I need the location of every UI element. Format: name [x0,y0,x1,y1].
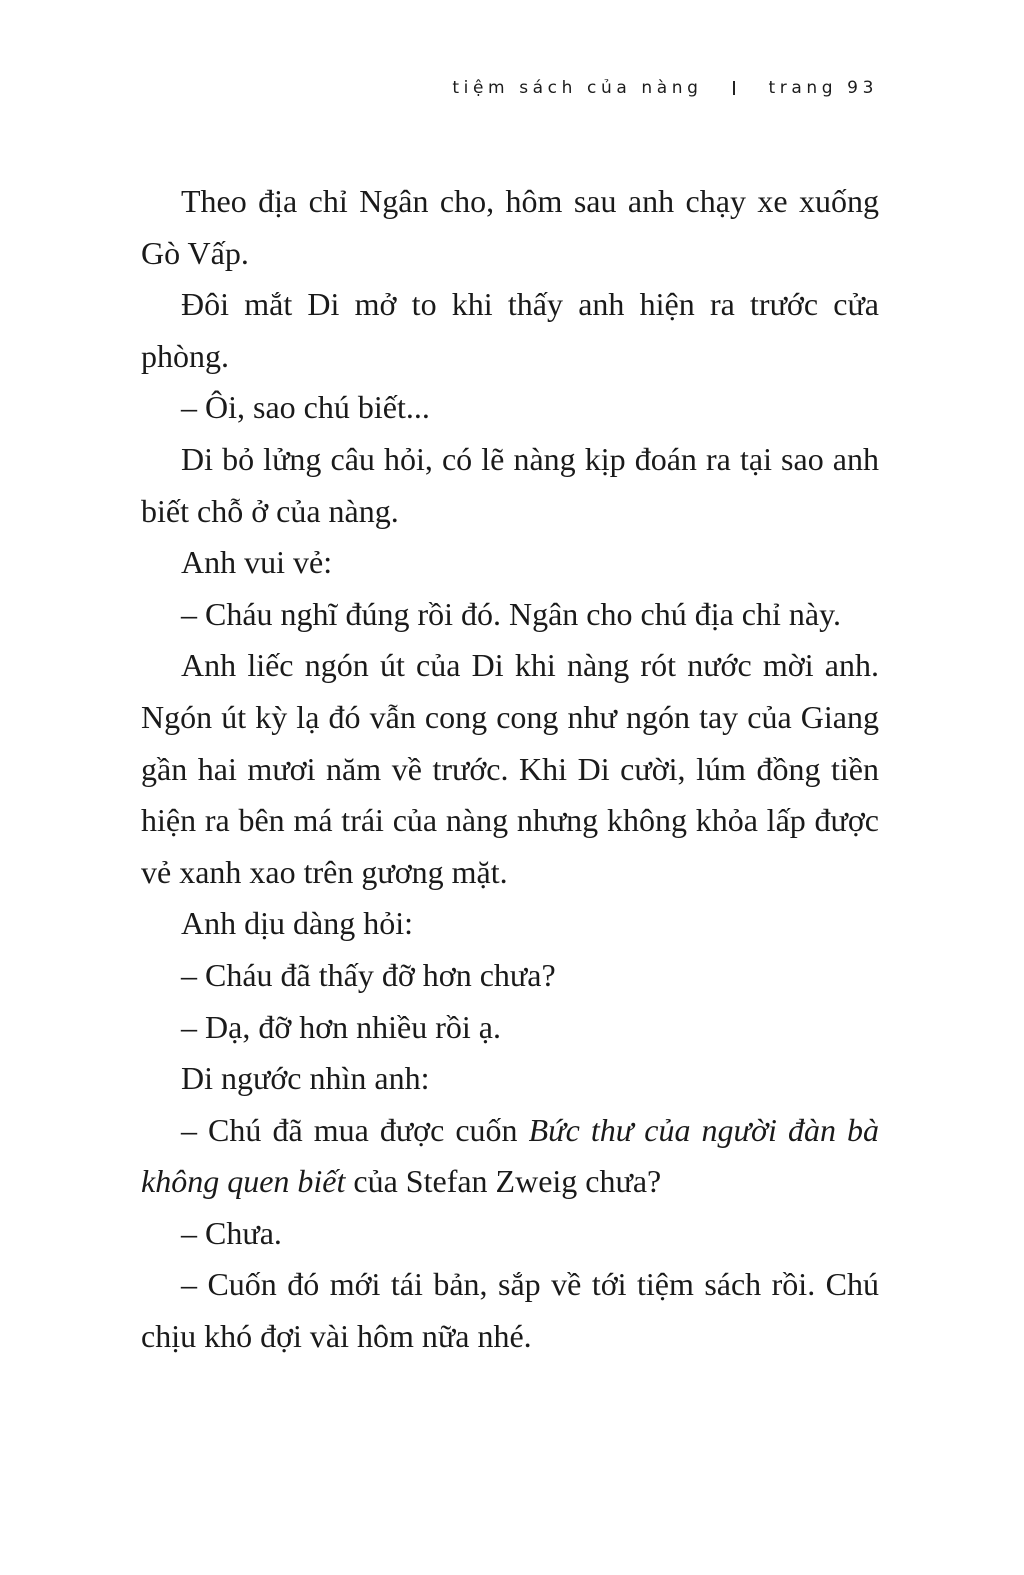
dialogue-line: – Ôi, sao chú biết... [181,389,430,426]
paragraph: Anh liếc ngón út của Di khi nàng rót nước mời anh. Ngón út kỳ lạ đó vẫn cong cong như ngón tay của Giang gần hai mươi năm về trước. Khi Di cười, lúm đồng tiền hiện ra bên má trái của nàng nhưng không khỏa lấp được vẻ xanh xao trên gương mặt. [141,647,879,890]
dialogue-line [141,1105,879,1208]
dialogue-line: – Chưa. [181,1214,282,1251]
dialogue-text: của Stefan Zweig chưa? [345,1163,662,1200]
paragraph: Di bỏ lửng câu hỏi, có lẽ nàng kịp đoán ra tại sao anh biết chỗ ở của nàng. [141,440,879,529]
dialogue-line: – Dạ, đỡ hơn nhiều rồi ạ. [181,1008,501,1045]
header-separator [733,81,735,95]
paragraph: Anh dịu dàng hỏi: [181,905,413,942]
paragraph: Đôi mắt Di mở to khi thấy anh hiện ra trước cửa phòng. [141,286,879,374]
page-number: trang 93 [768,78,878,98]
paragraph: Anh vui vẻ: [181,544,333,581]
page-body [141,176,879,1363]
dialogue-line: – Cuốn đó mới tái bản, sắp về tới tiệm sách rồi. Chú chịu khó đợi vài hôm nữa nhé. [141,1266,879,1355]
running-header [452,78,878,98]
dialogue-line: – Cháu đã thấy đỡ hơn chưa? [181,956,556,993]
dialogue-line: – Cháu nghĩ đúng rồi đó. Ngân cho chú địa chỉ này. [181,595,842,632]
paragraph: Di ngước nhìn anh: [181,1060,430,1097]
book-title: tiệm sách của nàng [452,78,703,98]
dialogue-text: – Chú đã mua được cuốn [181,1111,529,1148]
book-title-italic: Bức thư của người đàn bà không quen biết [141,1111,879,1200]
paragraph: Theo địa chỉ Ngân cho, hôm sau anh chạy xe xuống Gò Vấp. [141,183,879,271]
